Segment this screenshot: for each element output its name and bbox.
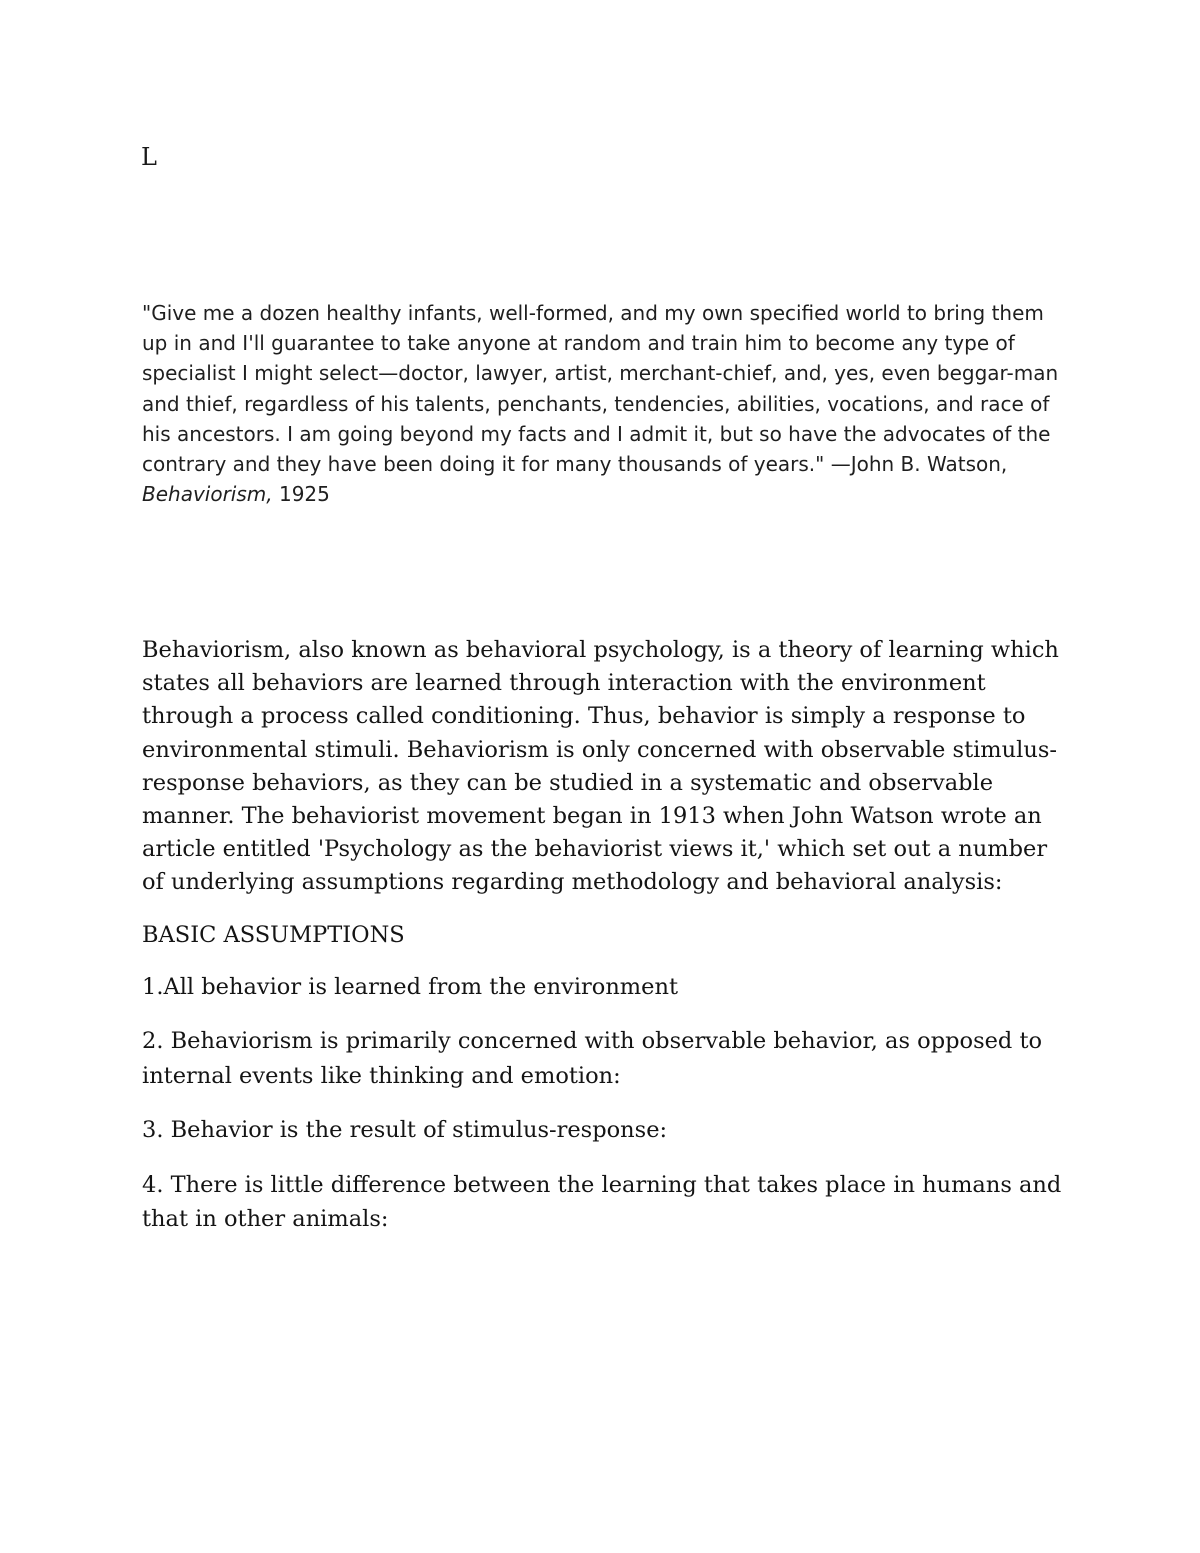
assumption-item-1: 1.All behavior is learned from the environment	[142, 973, 678, 1000]
main-body	[142, 634, 1072, 1257]
assumption-item-3: 3. Behavior is the result of stimulus-response:	[142, 1117, 668, 1144]
quote-book-title: Behaviorism,	[142, 482, 273, 507]
page-heading-letter: L	[141, 143, 157, 171]
quote-text: "Give me a dozen healthy infants, well-formed, and my own specified world to bring them up in and I'll guarantee to take anyone at random and train him to become any type of specialist I might select—doctor, lawyer, artist, merchant-chief, and, yes, even beggar-man and thief, regardless of his talents, penchants, tendencies, abilities, vocations, and race of his ancestors. I am going beyond my facts and I admit it, but so have the advocates of the contrary and they have been doing it for many thousands of years." —John B. Watson,	[142, 301, 1059, 477]
section-heading-basic-assumptions: BASIC ASSUMPTIONS	[142, 921, 405, 948]
assumption-item-4: 4. There is little difference between the learning that takes place in humans and that in other animals:	[142, 1171, 1062, 1233]
quote-year: 1925	[272, 482, 330, 507]
assumption-item-2: 2. Behaviorism is primarily concerned with observable behavior, as opposed to internal events like thinking and emotion:	[142, 1028, 1043, 1089]
intro-paragraph: Behaviorism, also known as behavioral psychology, is a theory of learning which states all behaviors are learned through interaction with the environment through a process called conditioning. Thus, behavior is simply a response to environmental stimuli. Behaviorism is only concerned with observable stimulus-response behaviors, as they can be studied in a systematic and observable manner. The behaviorist movement began in 1913 when John Watson wrote an article entitled 'Psychology as the behaviorist views it,' which set out a number of underlying assumptions regarding methodology and behavioral analysis:	[142, 637, 1059, 896]
watson-quote	[142, 298, 1072, 509]
